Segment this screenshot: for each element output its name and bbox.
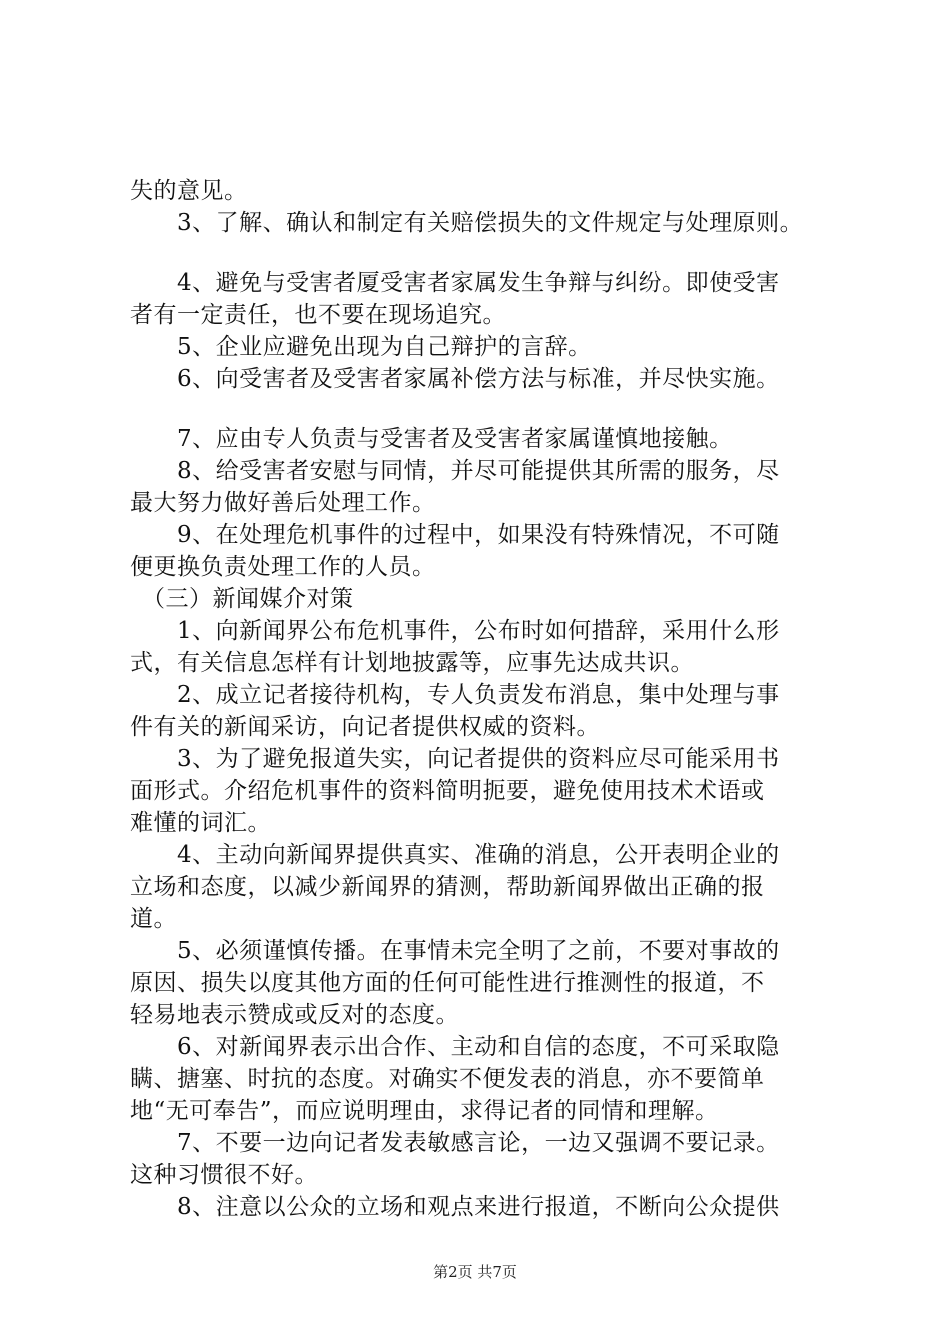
text-line: 难懂的词汇。 (130, 810, 271, 836)
text-line: 者有一定责任，也不要在现场追究。 (130, 302, 506, 328)
text-line: 8、注意以公众的立场和观点来进行报道，不断向公众提供 (130, 1194, 780, 1220)
page-number-footer: 第2页 共7页 (433, 1263, 517, 1281)
text-line: 原因、损失以度其他方面的任何可能性进行推测性的报道，不 (130, 970, 765, 996)
text-line: 3、了解、确认和制定有关赔偿损失的文件规定与处理原则。 (130, 210, 804, 236)
text-line: 5、必须谨慎传播。在事情未完全明了之前，不要对事故的 (130, 938, 780, 964)
text-line: 4、主动向新闻界提供真实、准确的消息，公开表明企业的 (130, 842, 780, 868)
text-line: 失的意见。 (130, 178, 248, 204)
text-line: 便更换负责处理工作的人员。 (130, 554, 436, 580)
text-line: 4、避免与受害者厦受害者家属发生争辩与纠纷。即使受害 (130, 270, 780, 296)
text-line: 轻易地表示赞成或反对的态度。 (130, 1002, 459, 1028)
text-line: 面形式。介绍危机事件的资料简明扼要，避免使用技术术语或 (130, 778, 765, 804)
text-line: 7、不要一边向记者发表敏感言论，一边又强调不要记录。 (130, 1130, 780, 1156)
text-line: 立场和态度，以减少新闻界的猜测，帮助新闻界做出正确的报 (130, 874, 765, 900)
text-line: 瞒、搪塞、时抗的态度。对确实不便发表的消息，亦不要简单 (130, 1066, 765, 1092)
text-line: 6、向受害者及受害者家属补偿方法与标准，并尽快实施。 (130, 366, 780, 392)
text-line: 6、对新闻界表示出合作、主动和自信的态度，不可采取隐 (130, 1034, 780, 1060)
text-line: 7、应由专人负责与受害者及受害者家属谨慎地接触。 (130, 426, 733, 452)
text-line: 道。 (130, 906, 177, 932)
text-line: 地“无可奉告”，而应说明理由，求得记者的同情和理解。 (130, 1098, 719, 1124)
text-line: 件有关的新闻采访，向记者提供权威的资料。 (130, 714, 600, 740)
text-line: 最大努力做好善后处理工作。 (130, 490, 436, 516)
text-line: 9、在处理危机事件的过程中，如果没有特殊情况，不可随 (130, 522, 780, 548)
text-line: 3、为了避免报道失实，向记者提供的资料应尽可能采用书 (130, 746, 780, 772)
section-heading: （三）新闻媒介对策 (130, 586, 354, 612)
text-line: 这种习惯很不好。 (130, 1162, 318, 1188)
text-line: 1、向新闻界公布危机事件，公布时如何措辞，采用什么形 (130, 618, 780, 644)
text-line: 5、企业应避免出现为自己辩护的言辞。 (130, 334, 592, 360)
text-line: 式，有关信息怎样有计划地披露等，应事先达成共识。 (130, 650, 694, 676)
text-line: 2、成立记者接待机构，专人负责发布消息，集中处理与事 (130, 682, 780, 708)
text-line: 8、给受害者安慰与同情，并尽可能提供其所需的服务，尽 (130, 458, 780, 484)
